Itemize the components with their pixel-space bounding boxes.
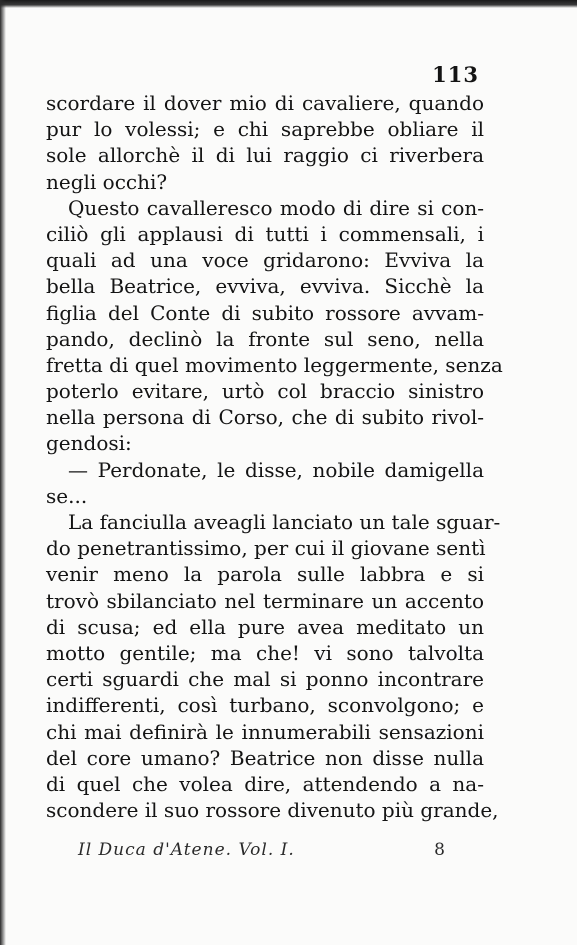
text-line: motto gentile; ma che! vi sono talvolta [46,640,484,665]
page-top-edge [0,0,577,8]
text-line: sole allorchè il di lui raggio ci riverbera [46,143,484,168]
text-line: di quel che volea dire, attendendo a na- [46,771,484,796]
text-line: pur lo volessi; e chi saprebbe obliare il [46,117,484,142]
text-line: indifferenti, così turbano, sconvolgono; e [46,693,484,718]
text-line: chi mai definirà le innumerabili sensazioni [46,719,484,744]
text-line: — Perdonate, le disse, nobile damigella [68,457,484,482]
text-line: pando, declinò la fronte sul seno, nella [46,326,484,351]
text-line: scordare il dover mio di cavaliere, quando [46,91,484,115]
text-line: di scusa; ed ella pure avea meditato un [46,614,484,639]
text-line: venir meno la parola sulle labbra e si [46,562,484,587]
text-line: certi sguardi che mal si ponno incontrare [46,667,484,692]
text-line: se... [46,483,88,508]
text-line: nella persona di Corso, che di subito rivol- [46,405,484,430]
page-left-edge [0,0,6,945]
text-line: figlia del Conte di subito rossore avvam- [46,300,484,325]
text-line: trovò sbilanciato nel terminare un accento [46,588,484,613]
text-line: poterlo evitare, urtò col braccio sinistro [46,379,484,404]
text-line: Questo cavalleresco modo di dire si con- [68,195,484,220]
text-line: quali ad una voce gridarono: Evviva la [46,248,484,273]
text-line: ciliò gli applausi di tutti i commensali, i [46,221,484,246]
text-line: scondere il suo rossore divenuto più grande, [46,798,499,823]
text-line: fretta di quel movimento leggermente, senza [46,352,503,377]
running-footer-title: Il Duca d'Atene. Vol. I. [78,840,295,860]
text-line: negli occhi? [46,169,168,194]
text-line: La fanciulla aveagli lanciato un tale sguar- [68,510,501,534]
page-number: 113 [432,62,479,87]
text-line: gendosi: [46,431,132,456]
text-line: do penetrantissimo, per cui il giovane sentì [46,536,486,561]
text-line: del core umano? Beatrice non disse nulla [46,745,484,770]
signature-mark: 8 [434,840,445,860]
text-line: bella Beatrice, evviva, evviva. Sicchè la [46,274,484,299]
body-text [46,90,503,823]
